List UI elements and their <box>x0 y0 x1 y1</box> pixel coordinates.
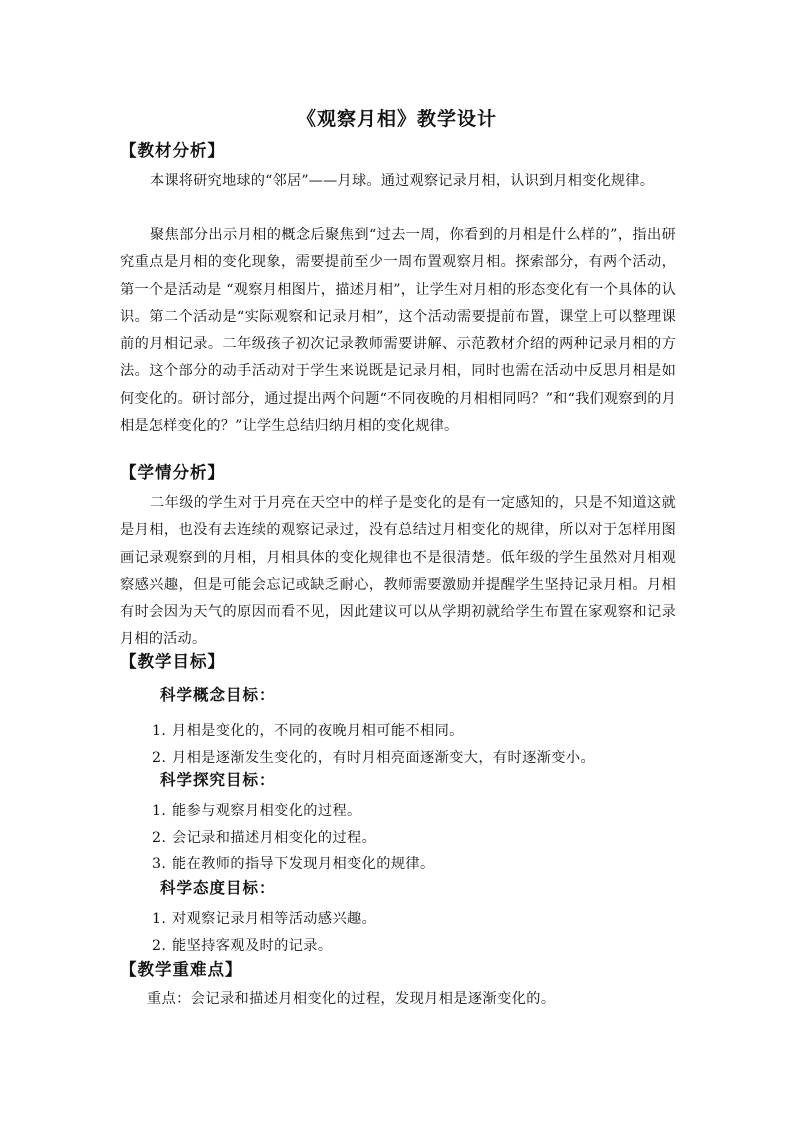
item-number: 2. <box>152 750 167 766</box>
concept-goal-item <box>152 747 595 767</box>
paragraph-material-intro: 本课将研究地球的“邻居”——月球。通过观察记录月相，认识到月相变化规律。 <box>150 173 655 189</box>
inquiry-goal-item <box>152 827 376 847</box>
item-text: 能坚持客观及时的记录。 <box>172 938 333 954</box>
item-number: 2. <box>152 830 167 846</box>
attitude-goal-item <box>152 908 376 928</box>
item-number: 2. <box>152 938 167 954</box>
inquiry-goal-item <box>152 853 435 873</box>
item-text: 月相是变化的，不同的夜晚月相可能不相同。 <box>172 723 464 739</box>
paragraph-student-analysis: 二年级的学生对于月亮在天空中的样子是变化的是有一定感知的，只是不知道这就是月相，也没有去连续的观察记录过，没有总结过月相变化的规律，所以对于怎样用图画记录观察到的月相，月相具体的变化规律也不是很清楚。低年级的学生虽然对月相观察感兴趣，但是可能会忘记或缺乏耐心，教师需要激励并提醒学生坚持记录月相。月相有时会因为天气的原因而看不见，因此建议可以从学期初就给学生布置在家观察和记录月相的活动。 <box>120 495 676 648</box>
heading-key-points: 【教学重难点】 <box>120 960 243 979</box>
item-number: 1. <box>152 911 167 927</box>
item-number: 3. <box>152 856 167 872</box>
item-text: 会记录和描述月相变化的过程。 <box>172 830 377 846</box>
subheading-inquiry-goals: 科学探究目标： <box>160 771 276 789</box>
concept-goal-item <box>152 720 464 740</box>
heading-teaching-goals: 【教学目标】 <box>120 652 225 671</box>
heading-student-analysis: 【学情分析】 <box>120 463 225 482</box>
inquiry-goal-item <box>152 800 362 820</box>
document-title: 《观察月相》教学设计 <box>296 108 497 130</box>
heading-material-analysis: 【教材分析】 <box>120 141 225 160</box>
key-point-text: 重点：会记录和描述月相变化的过程，发现月相是逐渐变化的。 <box>147 991 556 1007</box>
subheading-concept-goals: 科学概念目标： <box>160 686 276 704</box>
item-number: 1. <box>152 723 167 739</box>
item-text: 月相是逐渐发生变化的，有时月相亮面逐渐变大，有时逐渐变小。 <box>172 750 596 766</box>
item-number: 1. <box>152 803 167 819</box>
subheading-attitude-goals: 科学态度目标： <box>160 879 276 897</box>
attitude-goal-item <box>152 935 332 955</box>
item-text: 对观察记录月相等活动感兴趣。 <box>172 911 377 927</box>
paragraph-material-detail: 聚焦部分出示月相的概念后聚焦到“过去一周，你看到的月相是什么样的”，指出研究重点是月相的变化现象，需要提前至少一周布置观察月相。探索部分，有两个活动，第一个是活动是 “观察月相图片，描述月相”，让学生对月相的形态变化有一个具体的认识。第二个活动是“实际观察和记录月相”，这个活动需要提前布置，课堂上可以整理课前的月相记录。二年级孩子初次记录教师需要讲解、示范教材介绍的两种记录月相的方法。这个部分的动手活动对于学生来说既是记录月相，同时也需在活动中反思月相是如何变化的。研讨部分，通过提出两个问题“不同夜晚的月相相同吗？”和“我们观察到的月相是怎样变化的？”让学生总结归纳月相的变化规律。 <box>120 227 676 435</box>
item-text: 能参与观察月相变化的过程。 <box>172 803 362 819</box>
item-text: 能在教师的指导下发现月相变化的规律。 <box>172 856 435 872</box>
